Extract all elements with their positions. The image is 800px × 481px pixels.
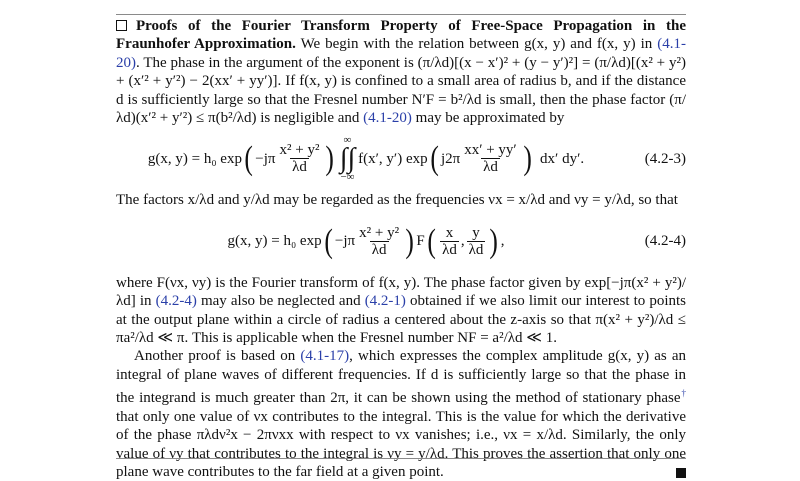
equation-4.2-4 bbox=[116, 210, 686, 274]
eq2-fy-denominator: λd bbox=[468, 241, 484, 258]
p4-text-a: Another proof is based on bbox=[134, 348, 296, 365]
eq2-fraction bbox=[357, 226, 401, 258]
bottom-rule bbox=[116, 458, 686, 459]
right-paren-2: ) bbox=[523, 140, 532, 178]
eq2-fy-numerator: y bbox=[472, 224, 480, 241]
left-paren-2: ( bbox=[430, 140, 439, 178]
eq2-left-paren: ( bbox=[324, 222, 333, 260]
equation-number-4.2-4: (4.2-4) bbox=[644, 233, 686, 250]
p1-text-b: . The phase in the argument of the exponent is (π/λd)[(x − x′)² + (y − y′)²] = (π/λd)[(x² + y²) + (x′² + y′²) − 2(xx′ + yy′)]. If f(x, y) is confined to a small area of radius b, and if the distance d is sufficiently large so that the Fresnel number N′F = b²/λd is small, then the phase factor (π/λd)(x′² + y′²) ≤ π(b²/λd) is negligible and bbox=[116, 54, 686, 127]
eq2-comma: , bbox=[460, 233, 465, 250]
checkbox-square-icon bbox=[116, 20, 127, 31]
eq2-right-paren: ) bbox=[405, 222, 415, 260]
p2-text: The factors x/λd and y/λd may be regarded as the frequencies νx = x/λd and νy = y/λd, so that bbox=[116, 192, 678, 209]
p3-text-c: obtained if we also limit our interest to points at the output plane within a circle of radius a centered about the z-axis so that π(x² + y²)/λd ≤ πa²/λd ≪ π. This is applicable when the Fresnel number NF = a²/λd ≪ 1. bbox=[116, 293, 687, 347]
paragraph-2 bbox=[116, 191, 686, 209]
double-integral bbox=[340, 135, 355, 183]
eq1-frac2-denominator: λd bbox=[483, 159, 498, 176]
p1-text-a: We begin with the relation between g(x, y) and f(x, y) in bbox=[300, 36, 653, 53]
paragraph-3 bbox=[116, 274, 686, 348]
top-rule bbox=[116, 14, 686, 15]
eq1-frac1-numerator: x² + y² bbox=[279, 142, 320, 159]
integral-upper-limit: ∞ bbox=[343, 134, 352, 147]
eq1-frac2-numerator: xx′ + yy′ bbox=[464, 142, 517, 159]
eq1-fraction-1 bbox=[278, 143, 322, 175]
double-integral-icon: ∫∫ bbox=[339, 143, 356, 175]
p1-text-c: may be approximated by bbox=[415, 110, 565, 127]
eq2-lhs: g(x, y) = h₀ exp bbox=[227, 233, 322, 250]
footnote-dagger[interactable]: † bbox=[680, 388, 687, 399]
integral-lower-limit: −∞ bbox=[340, 171, 355, 184]
eq1-differentials: dx′ dy′. bbox=[540, 150, 585, 167]
ref-link-4.2-4[interactable]: (4.2-4) bbox=[155, 293, 197, 310]
ref-link-4.1-17[interactable]: (4.1-17) bbox=[300, 348, 350, 365]
eq2-y-over-ld bbox=[467, 226, 486, 258]
eq2-right-paren-2: ) bbox=[489, 222, 499, 260]
eq1-fraction-2 bbox=[462, 143, 519, 175]
equation-4.2-3 bbox=[116, 127, 686, 191]
ref-link-4.2-1[interactable]: (4.2-1) bbox=[364, 293, 406, 310]
p4-text-c: that only one value of νx contributes to the integral. This is the value for which the derivative of the phase πλdν²x − 2πνxx with respect to νx vanishes; i.e., νx = x/λd. Similarly, the only value of νy that contributes to the integral is νy = y/λd. This proves the assertion that only one plane wave contributes to the far field at a given point. bbox=[116, 408, 686, 480]
paragraph-1 bbox=[116, 17, 686, 127]
eq2-fx-numerator: x bbox=[445, 224, 454, 241]
eq2-frac-numerator: x² + y² bbox=[359, 224, 400, 241]
eq2-x-over-ld bbox=[440, 226, 459, 258]
paragraph-4 bbox=[116, 347, 686, 481]
left-paren: ( bbox=[244, 140, 253, 178]
p3-text-b: may also be neglected and bbox=[200, 293, 361, 310]
eq1-j2pi: j2π bbox=[440, 150, 461, 167]
right-paren: ) bbox=[325, 140, 335, 178]
eq2-tail: , bbox=[500, 233, 505, 250]
eq1-frac1-denominator: λd bbox=[292, 159, 307, 176]
p4-text-b: , which expresses the complex amplitude g(x, y) as an integral of plane waves of different frequencies. If d is sufficiently large so that the phase in the integrand is much greater than 2π, it can be shown using the method of stationary phase bbox=[116, 348, 686, 407]
ref-link-4.1-20-b[interactable]: (4.1-20) bbox=[363, 110, 412, 127]
eq1-integrand: f(x′, y′) exp bbox=[358, 150, 428, 167]
eq2-fx-denominator: λd bbox=[442, 241, 457, 258]
eq2-minus-jpi: −jπ bbox=[334, 233, 356, 250]
proof-section bbox=[116, 17, 686, 481]
equation-number-4.2-3: (4.2-3) bbox=[644, 150, 686, 167]
qed-square-icon bbox=[676, 468, 686, 478]
section-heading: Proofs of the Fourier Transform Property of Free-Space Propagation in the Fraunhofer Approximation. bbox=[116, 18, 686, 53]
eq2-F: F bbox=[416, 233, 425, 250]
eq2-left-paren-2: ( bbox=[427, 222, 436, 260]
eq1-minus-jpi: −jπ bbox=[255, 150, 276, 167]
eq1-lhs: g(x, y) = h₀ exp bbox=[147, 150, 242, 167]
p3-text-a: where F(νx, νy) is the Fourier transform of f(x, y). The phase factor given by exp[−jπ(x² + y²)/λd] in bbox=[116, 274, 686, 310]
ref-link-4.1-20[interactable]: (4.1-20) bbox=[116, 36, 686, 71]
eq2-frac-denominator: λd bbox=[371, 241, 387, 258]
